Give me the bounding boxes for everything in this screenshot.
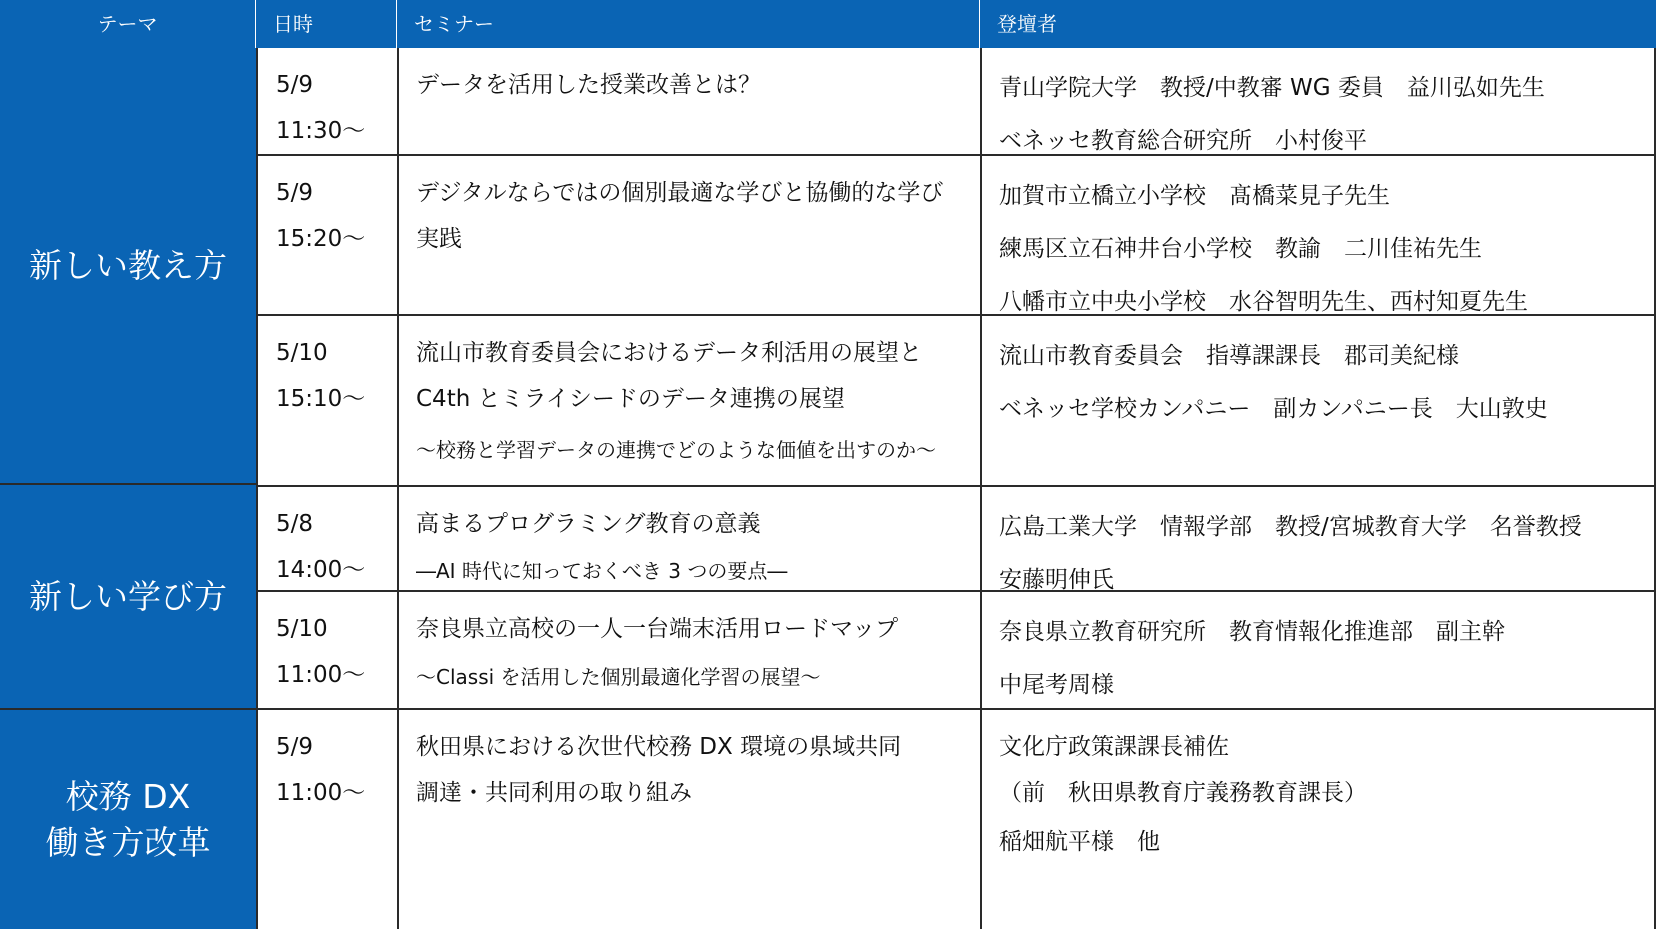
header-date: 日時 [256, 0, 397, 48]
speaker-cell [980, 710, 1656, 929]
speaker-line: 練馬区立石神井台小学校 教諭 二川佳祐先生 [999, 236, 1482, 262]
date-cell [256, 487, 397, 590]
speaker-line: ベネッセ教育総合研究所 小村俊平 [999, 128, 1367, 154]
speaker-line: 流山市教育委員会 指導課課長 郡司美紀様 [999, 343, 1459, 369]
seminar-title: 奈良県立高校の一人一台端末活用ロードマップ [416, 616, 899, 642]
speaker-line: 中尾考周様 [999, 672, 1114, 698]
theme-label: 新しい学び方 [29, 576, 227, 616]
session-time: 14:00～ [276, 557, 366, 583]
seminar-title: 調達・共同利用の取り組み [416, 780, 692, 806]
seminar-cell [397, 316, 980, 485]
session-date: 5/9 [276, 734, 314, 760]
speaker-cell [980, 316, 1656, 485]
table-row [256, 592, 1656, 710]
session-date: 5/9 [276, 180, 314, 206]
date-cell [256, 316, 397, 485]
speaker-cell [980, 156, 1656, 314]
table-row [256, 316, 1656, 485]
table-row [256, 485, 1656, 592]
seminar-cell [397, 710, 980, 929]
theme-cell-teaching [0, 48, 256, 485]
session-date: 5/8 [276, 511, 314, 537]
session-date: 5/9 [276, 72, 314, 98]
seminar-title: C4th とミライシードのデータ連携の展望 [416, 386, 845, 412]
date-cell [256, 592, 397, 708]
speaker-line: 稲畑航平様 他 [999, 829, 1160, 855]
theme-label-line: 校務 DX [65, 776, 191, 816]
session-time: 15:10～ [276, 386, 366, 412]
seminar-title: デジタルならではの個別最適な学びと協働的な学び [416, 180, 944, 206]
seminar-title: 秋田県における次世代校務 DX 環境の県域共同 [416, 734, 902, 760]
seminar-cell [397, 487, 980, 590]
header-theme: テーマ [0, 0, 256, 48]
theme-label: 新しい教え方 [29, 245, 227, 285]
seminar-title: データを活用した授業改善とは？ [416, 72, 761, 98]
speaker-line: 広島工業大学 情報学部 教授/宮城教育大学 名誉教授 [999, 514, 1582, 540]
speaker-line: 文化庁政策課課長補佐 [999, 734, 1229, 760]
header-seminar: セミナー [397, 0, 980, 48]
date-cell [256, 710, 397, 929]
session-date: 5/10 [276, 616, 328, 642]
session-time: 11:00～ [276, 662, 366, 688]
seminar-subtitle: ―AI 時代に知っておくべき 3 つの要点― [416, 559, 788, 583]
table-row [256, 156, 1656, 316]
theme-label-line: 働き方改革 [45, 822, 211, 862]
seminar-cell [397, 48, 980, 154]
seminar-title: 流山市教育委員会におけるデータ利活用の展望と [416, 340, 922, 366]
header-speaker: 登壇者 [980, 0, 1656, 48]
theme-cell-dx [0, 710, 256, 929]
seminar-title: 高まるプログラミング教育の意義 [416, 511, 761, 537]
table-row [256, 48, 1656, 156]
speaker-line: 青山学院大学 教授/中教審 WG 委員 益川弘如先生 [999, 75, 1545, 101]
table-row [256, 710, 1656, 929]
session-time: 11:00～ [276, 780, 366, 806]
session-time: 15:20～ [276, 226, 366, 252]
speaker-cell [980, 487, 1656, 593]
speaker-cell [980, 592, 1656, 708]
theme-cell-learning [0, 485, 256, 710]
session-date: 5/10 [276, 340, 328, 366]
speaker-line: 加賀市立橋立小学校 髙橋菜見子先生 [999, 183, 1390, 209]
seminar-subtitle: ～Classi を活用した個別最適化学習の展望～ [416, 665, 821, 689]
speaker-line: 奈良県立教育研究所 教育情報化推進部 副主幹 [999, 619, 1505, 645]
speaker-line: 安藤明伸氏 [999, 567, 1114, 593]
seminar-cell [397, 592, 980, 708]
seminar-subtitle: ～校務と学習データの連携でどのような価値を出すのか～ [416, 438, 936, 462]
session-time: 11:30～ [276, 118, 366, 144]
speaker-cell [980, 48, 1656, 154]
date-cell [256, 48, 397, 154]
date-cell [256, 156, 397, 314]
seminar-title: 実践 [416, 226, 462, 252]
speaker-line: （前 秋田県教育庁義務教育課長） [999, 780, 1367, 806]
speaker-line: ベネッセ学校カンパニー 副カンパニー長 大山敦史 [999, 396, 1548, 422]
seminar-cell [397, 156, 980, 314]
speaker-line: 八幡市立中央小学校 水谷智明先生、西村知夏先生 [999, 289, 1528, 315]
